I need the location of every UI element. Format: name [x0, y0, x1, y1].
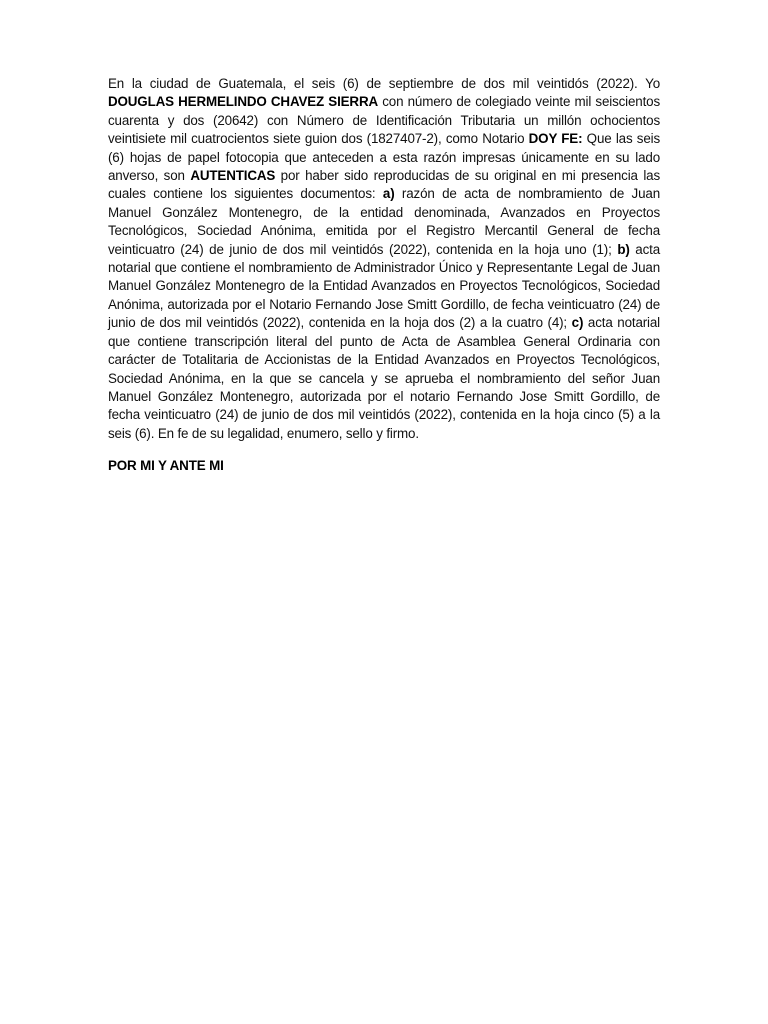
text-run: razón de acta de nombramiento de Juan Manuel González Montenegro, de la entidad denominada, Avanzados en Proyectos Tecnológicos, Sociedad Anónima, emitida por el Registro Mercantil General de fecha veinticuatro (24) de junio de dos mil veintidós (2022), contenida en la hoja uno (1); [108, 186, 660, 257]
autenticas-label: AUTENTICAS [190, 168, 276, 184]
text-run: con número de colegiado veinte mil seiscientos cuarenta y dos (20642) con Número de Identificación Tributaria un millón ochocientos veintisiete mil cuatrocientos siete guion dos (1827407-2), como Notario [108, 94, 660, 147]
text-run: por haber sido reproducidas de su original en mi presencia las cuales contiene los siguientes documentos: [108, 168, 661, 202]
document-body [108, 75, 660, 476]
item-marker-c: c) [571, 315, 584, 331]
text-run: Que las seis (6) hojas de papel fotocopia que anteceden a esta razón impresas únicamente en su lado anverso, son [108, 131, 660, 184]
closing-line: POR MI Y ANTE MI [108, 458, 224, 474]
doy-fe-label: DOY FE: [528, 131, 583, 147]
text-run: En la ciudad de Guatemala, el seis (6) de septiembre de dos mil veintidós (2022). Yo [108, 76, 660, 91]
notarial-paragraph [108, 75, 660, 443]
item-marker-a: a) [382, 186, 395, 202]
text-run: acta notarial que contiene transcripción literal del punto de Acta de Asamblea General Ordinaria con carácter de Totalitaria de Accionistas de la Entidad Avanzados en Proyectos Tecnológicos, Sociedad Anónima, en la que se cancela y se aprueba el nombramiento del señor Juan Manuel González Montenegro, autorizada por el notario Fernando Jose Smitt Gordillo, de fecha veinticuatro (24) de junio de dos mil veintidós (2022), contenida en la hoja cinco (5) a la seis (6). En fe de su legalidad, enumero, sello y firmo. [108, 315, 660, 441]
notary-name: DOUGLAS HERMELINDO CHAVEZ SIERRA [108, 94, 378, 110]
text-run: acta notarial que contiene el nombramiento de Administrador Único y Representante Legal de Juan Manuel González Montenegro de la Entidad Avanzados en Proyectos Tecnológicos, Sociedad Anónima, autorizada por el Notario Fernando Jose Smitt Gordillo, de fecha veinticuatro (24) de junio de dos mil veintidós (2022), contenida en la hoja dos (2) a la cuatro (4); [108, 241, 660, 331]
item-marker-b: b) [617, 241, 630, 257]
